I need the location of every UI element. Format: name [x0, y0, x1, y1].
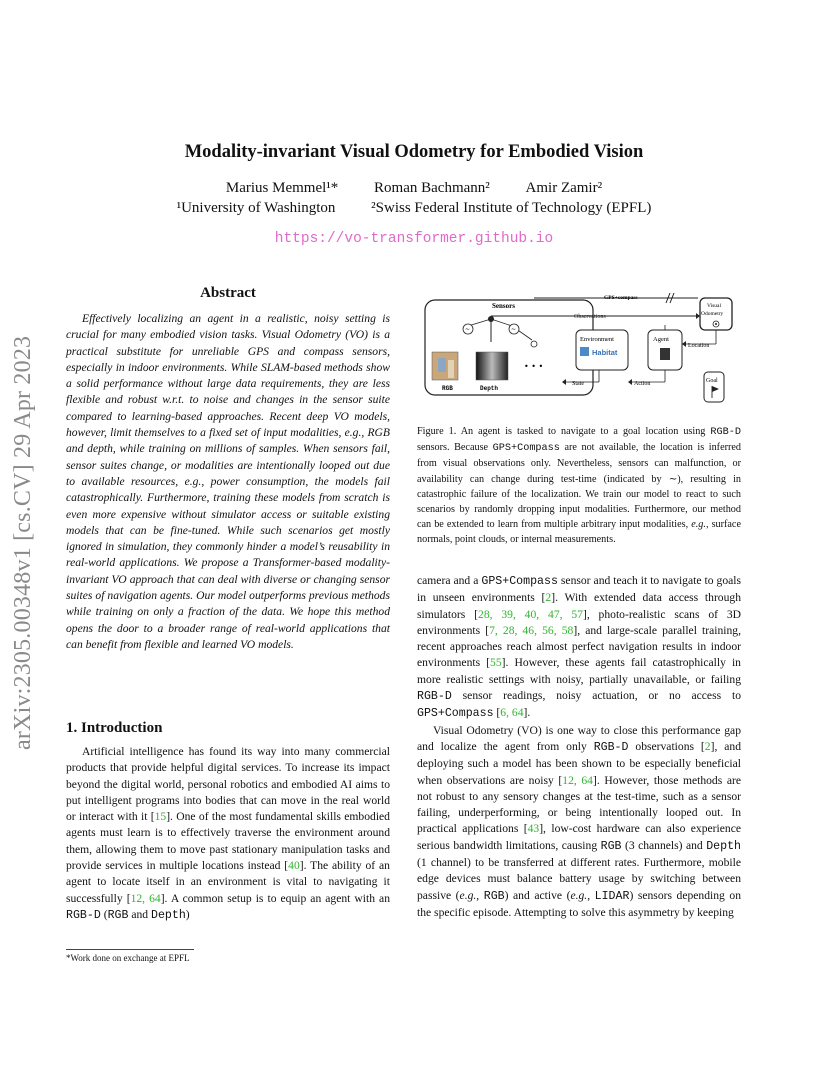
author-1: Marius Memmel¹* — [225, 180, 339, 196]
text-run: ) — [185, 907, 190, 921]
text-run: are not available, the location is inferred from visual observations only. Nevertheless, sensors can malfunction, or availability can change during test-time (indicated by ∼), resulting in catastrophic failure of the localization. We train our model to react to such scenarios by randomly dropping input modalities. Furthermore, our method can be extended to learn from multiple arbitrary input modalities, — [417, 442, 741, 531]
project-url-link[interactable]: https://vo-transformer.github.io — [274, 231, 554, 247]
code-text: Depth — [150, 908, 186, 922]
abstract-heading: Abstract — [200, 285, 256, 301]
citation-link[interactable]: 2 — [704, 739, 711, 753]
text-run: ) and active ( — [504, 888, 571, 902]
code-text: RGB-D — [710, 427, 741, 438]
citation-link[interactable]: 12, 64 — [130, 891, 161, 905]
text-run: (3 channels) and — [621, 838, 707, 852]
text-run: ]. With extended data access through simulators [ — [417, 591, 741, 621]
environment-label: Environment — [580, 336, 614, 343]
state-label: State — [572, 381, 584, 387]
citation-link[interactable]: 7, 28, 46, 56, 58 — [489, 623, 574, 637]
code-text: Depth — [706, 839, 741, 853]
right-paragraph-1 — [417, 573, 741, 723]
text-run: sensor and teach it to navigate to goals in unseen environments [ — [417, 574, 741, 605]
location-label: Location — [688, 343, 710, 349]
text-run: ], low-cost hardware can also experience serious bandwidth limitations, causing — [417, 822, 741, 852]
sensors-label: Sensors — [492, 302, 515, 310]
code-text: GPS+Compass — [417, 707, 494, 721]
code-text: RGB — [483, 889, 505, 903]
depth-label: Depth — [480, 385, 499, 392]
introduction-paragraph — [66, 744, 390, 924]
intro-paragraph-1 — [66, 744, 390, 924]
citation-link[interactable]: 43 — [527, 822, 540, 836]
code-text: LIDAR — [594, 889, 630, 903]
right-column-text — [417, 573, 741, 921]
citation-link[interactable]: 6, 64 — [500, 706, 524, 720]
robot-icon — [660, 348, 670, 360]
affiliation-list — [0, 200, 828, 217]
text-run: e.g. — [459, 888, 477, 902]
text-run: , — [476, 888, 484, 902]
citation-link[interactable]: 28, 39, 40, 47, 57 — [478, 607, 583, 621]
author-list — [0, 180, 828, 197]
gps-compass-label: GPS+compass — [604, 295, 638, 301]
affiliation-1: ¹University of Washington — [176, 200, 336, 216]
depth-image-thumbnail — [476, 352, 508, 380]
citation-link[interactable]: 40 — [288, 859, 300, 873]
text-run: (1 channel) to be transferred at different rates. Furthermore, mobile edge devices must balance battery usage by switching between passive ( — [417, 856, 741, 902]
abstract-body: Effectively localizing an agent in a realistic, noisy setting is crucial for many embodied vision tasks. Visual Odometry (VO) is a practical substitute for unreliable GPS and compass sensors, especially in indoor environments. While SLAM-based methods show a solid performance without large data requirements, they are less flexible and robust w.r.t. to noise and changes in the sensor suite compared to learning-based approaches. Recent deep VO models, however, limit themselves to a fixed set of input modalities, e.g., RGB and depth, while training on millions of samples. When sensors fail, sensor suites change, or modalities are intentionally looped out due to available resources, e.g., power consumption, the models fail catastrophically. Furthermore, training these models from scratch is even more expensive without simulator access or suitable existing models that can be fine-tuned. While such scenarios get mostly ignored in simulation, they commonly hinder a model’s reusability in real-world applications. We propose a Transformer-based modality-invariant VO approach that can deal with diverse or changing sensor suites of navigation agents. Our model outperforms previous methods while training on only a fraction of the data. We hope this method opens the door to a broader range of real-world applications that can benefit from flexible and learned VO models. — [66, 312, 390, 651]
figure-1-diagram — [424, 290, 736, 410]
sensors-box — [425, 300, 593, 395]
text-run: ]. The ability of an agent to locate itself in an environment is vital to navigating it successfully [ — [66, 859, 390, 905]
code-text: GPS+Compass — [481, 575, 558, 588]
text-run: ]. A common setup is to equip an agent with an — [160, 891, 390, 905]
author-2: Roman Bachmann² — [374, 180, 490, 196]
habitat-label: Habitat — [592, 348, 618, 357]
right-paragraph-2 — [417, 723, 741, 922]
text-run: , surface normals, point clouds, or internal measurements. — [417, 519, 741, 546]
code-text: RGB-D — [593, 740, 629, 754]
citation-link[interactable]: 2 — [545, 591, 552, 605]
goal-label: Goal — [706, 378, 718, 384]
text-run: sensors. Because — [417, 442, 493, 454]
sensor-node-icon — [531, 341, 537, 347]
code-text: RGB — [600, 839, 622, 853]
rgb-label: RGB — [442, 385, 453, 392]
text-run: ]. One of the most fundamental skills embodied agents must learn is to effectively traverse the environment around them, allowing them to move past stationary manipulation tasks and provide services in multiple locations instead [ — [66, 810, 390, 873]
citation-link[interactable]: 12, 64 — [562, 773, 593, 787]
text-run: observations [ — [628, 739, 705, 753]
text-run: ]. However, these agents fail catastrophically in more realistic settings with noisy, partially unavailable, or failing — [417, 656, 741, 686]
text-run: ], and deploying such a model has been shown to be especially beneficial when observations are noisy [ — [417, 739, 741, 787]
figure-1-caption — [417, 424, 741, 548]
text-run: ) sensors depending on the specific episode. Attempting to solve this asymmetry by keeping — [417, 888, 741, 919]
svg-text:~: ~ — [511, 326, 517, 333]
text-run: and — [128, 907, 151, 921]
code-text: GPS+Compass — [492, 443, 560, 455]
code-text: RGB-D — [417, 690, 452, 704]
affiliation-2: ²Swiss Federal Institute of Technology (EPFL) — [371, 200, 652, 216]
text-run: Artificial intelligence has found its way into many commercial products that provide helpful digital services. To increase its impact beyond the digital world, personal robotics and embodied AI aims to put intelligent programs into bodies that can move in the real world or interact with it [ — [66, 745, 390, 824]
author-3: Amir Zamir² — [525, 180, 603, 196]
text-run: ( — [100, 907, 108, 921]
agent-label: Agent — [653, 336, 669, 343]
svg-text:~: ~ — [465, 326, 471, 333]
text-run: e.g. — [570, 888, 588, 902]
text-run: camera and a — [417, 574, 482, 587]
arxiv-identifier: arXiv:2305.00348v1 [cs.CV] 29 Apr 2023 — [10, 335, 36, 750]
more-modalities-dots: • • • — [524, 362, 544, 371]
introduction-heading: 1. Introduction — [66, 720, 163, 736]
observations-label: Observations — [574, 314, 606, 320]
footnote: *Work done on exchange at EPFL — [66, 953, 190, 963]
action-label: Action — [634, 381, 651, 387]
text-run: Figure 1. An agent is tasked to navigate to a goal location using — [417, 426, 711, 437]
code-text: RGB — [107, 908, 129, 922]
text-run: , — [587, 888, 595, 902]
citation-link[interactable]: 15 — [154, 810, 167, 824]
text-run: ]. — [523, 706, 531, 720]
footnote-rule — [66, 949, 194, 950]
text-run: ]. However, those methods are not robust to any sensory changes at the test-time, such as a sensor failing, underperforming, or being intentionally looped out. In practical applications [ — [417, 773, 742, 836]
text-run: sensor readings, noisy actuation, or no access to — [451, 689, 741, 703]
vo-label-line1: Visual — [707, 303, 722, 309]
citation-link[interactable]: 55 — [490, 656, 502, 670]
text-run: [ — [493, 706, 501, 720]
text-run: ], photo-realistic scans of 3D environments [ — [417, 607, 741, 637]
text-run: Visual Odometry (VO) is one way to close this performance gap and localize the agent from only — [417, 723, 741, 753]
habitat-logo-icon — [580, 347, 589, 356]
text-run: e.g. — [691, 519, 706, 531]
code-text: RGB-D — [66, 908, 101, 922]
paper-title: Modality-invariant Visual Odometry for Embodied Vision — [184, 142, 644, 162]
vo-label-line2: Odometry — [701, 311, 724, 317]
text-run: ], and large-scale parallel training, recent approaches reach almost perfect navigation results in indoor environments [ — [417, 623, 741, 670]
